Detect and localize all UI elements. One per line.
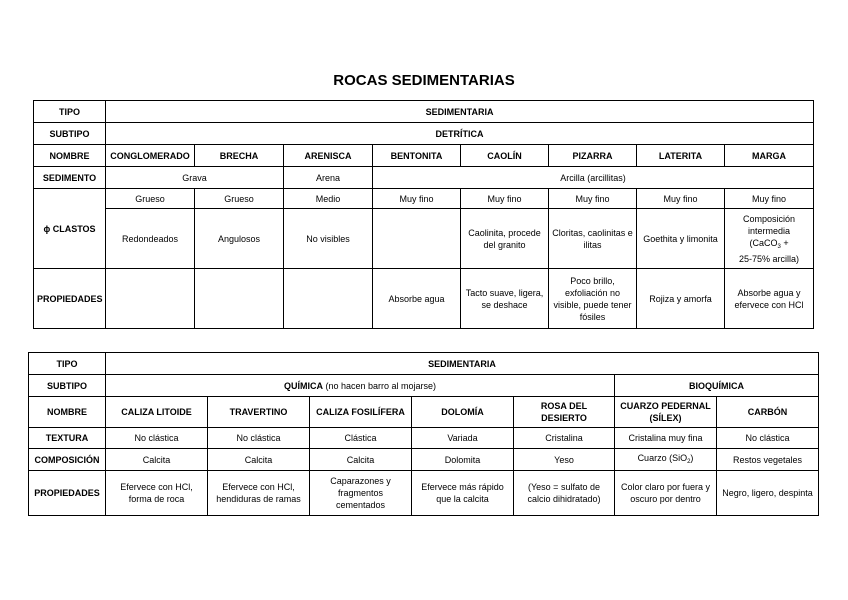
table-cell: Tacto suave, ligera, se deshace [461, 269, 549, 329]
table-row [34, 101, 814, 123]
table-cell [195, 269, 284, 329]
cell-text: 25-75% arcilla) [739, 253, 800, 264]
table-cell: Grueso [106, 189, 195, 209]
cuarzo-composicion-cell [615, 449, 717, 471]
table-cell: CALIZA FOSILÍFERA [310, 397, 412, 428]
table-cell: Absorbe agua [373, 269, 461, 329]
table-cell: (Yeso = sulfato de calcio dihidratado) [514, 471, 615, 516]
row-header: TEXTURA [29, 428, 106, 449]
cell-text: QUÍMICA [283, 380, 323, 391]
table-cell: Goethita y limonita [637, 209, 725, 269]
row-header: SUBTIPO [29, 375, 106, 397]
table-row [34, 123, 814, 145]
table-cell: No clástica [106, 428, 208, 449]
table-cell [373, 209, 461, 269]
table-cell: Cloritas, caolinitas e ilitas [549, 209, 637, 269]
cell-text: (no hacen barro al mojarse) [322, 380, 437, 391]
table-cell: Restos vegetales [717, 449, 819, 471]
cell-text: (CaCO [749, 237, 778, 248]
marga-clastos-cell [725, 209, 814, 269]
table-cell: BRECHA [195, 145, 284, 167]
table-cell: Caparazones y fragmentos cementados [310, 471, 412, 516]
table-cell: Calcita [106, 449, 208, 471]
row-header: COMPOSICIÓN [29, 449, 106, 471]
table-row [34, 167, 814, 189]
table-row [29, 375, 819, 397]
row-header: TIPO [34, 101, 106, 123]
row-header: NOMBRE [29, 397, 106, 428]
subscript: 3 [777, 243, 781, 250]
table-cell: CARBÓN [717, 397, 819, 428]
row-header: TIPO [29, 353, 106, 375]
table-cell: Arcilla (arcillitas) [373, 167, 814, 189]
table-cell: Caolinita, procede del granito [461, 209, 549, 269]
page-title: ROCAS SEDIMENTARIAS [333, 72, 515, 89]
cell-text: ) [690, 452, 694, 463]
table-cell: Muy fino [637, 189, 725, 209]
table-cell: Grava [106, 167, 284, 189]
row-header: PROPIEDADES [34, 269, 106, 329]
table-cell: SEDIMENTARIA [106, 353, 819, 375]
table-cell: Angulosos [195, 209, 284, 269]
table-cell: Grueso [195, 189, 284, 209]
row-header: PROPIEDADES [29, 471, 106, 516]
table-cell: Muy fino [549, 189, 637, 209]
quimica-table [28, 352, 819, 516]
detritica-table [33, 100, 814, 329]
table-cell: LATERITA [637, 145, 725, 167]
subscript: 2 [687, 458, 691, 465]
row-header: ϕ CLASTOS [34, 189, 106, 269]
table-row [29, 449, 819, 471]
table-row [34, 209, 814, 269]
table-cell: MARGA [725, 145, 814, 167]
table-cell: Efervece más rápido que la calcita [412, 471, 514, 516]
table-row [29, 428, 819, 449]
table-cell: Yeso [514, 449, 615, 471]
table-row [29, 471, 819, 516]
table-cell [106, 269, 195, 329]
table-cell: CUARZO PEDERNAL (SÍLEX) [615, 397, 717, 428]
table-row [34, 269, 814, 329]
table-cell: Arena [284, 167, 373, 189]
table-cell: Absorbe agua y efervece con HCl [725, 269, 814, 329]
row-header: SEDIMENTO [34, 167, 106, 189]
table-cell: CONGLOMERADO [106, 145, 195, 167]
table-row [34, 145, 814, 167]
cell-text: Composición intermedia [743, 213, 796, 236]
table-cell: Muy fino [461, 189, 549, 209]
table-cell: Dolomita [412, 449, 514, 471]
table-cell: Muy fino [725, 189, 814, 209]
quimica-cell [106, 375, 615, 397]
table-row [34, 189, 814, 209]
cell-text: + [780, 237, 789, 248]
table-cell: DETRÍTICA [106, 123, 814, 145]
table-cell: Clástica [310, 428, 412, 449]
table-cell: Negro, ligero, despinta [717, 471, 819, 516]
table-cell: PIZARRA [549, 145, 637, 167]
table-cell: Medio [284, 189, 373, 209]
table-cell: BIOQUÍMICA [615, 375, 819, 397]
table-cell: Efervece con HCl, hendiduras de ramas [208, 471, 310, 516]
cell-text: Cuarzo (SiO [637, 452, 688, 463]
table-row [29, 353, 819, 375]
table-cell: Cristalina muy fina [615, 428, 717, 449]
table-cell: Variada [412, 428, 514, 449]
table-cell: CAOLÍN [461, 145, 549, 167]
table-cell: Calcita [208, 449, 310, 471]
table-cell: No clástica [717, 428, 819, 449]
row-header: NOMBRE [34, 145, 106, 167]
row-header: SUBTIPO [34, 123, 106, 145]
table-cell: ARENISCA [284, 145, 373, 167]
table-cell: CALIZA LITOIDE [106, 397, 208, 428]
table-cell: BENTONITA [373, 145, 461, 167]
table-cell: Efervece con HCl, forma de roca [106, 471, 208, 516]
table-row [29, 397, 819, 428]
table-cell: Rojiza y amorfa [637, 269, 725, 329]
table-cell: Muy fino [373, 189, 461, 209]
table-cell: Calcita [310, 449, 412, 471]
table-cell: No clástica [208, 428, 310, 449]
table-cell: DOLOMÍA [412, 397, 514, 428]
table-cell: Redondeados [106, 209, 195, 269]
table-cell: Poco brillo, exfoliación no visible, puede tener fósiles [549, 269, 637, 329]
table-cell: No visibles [284, 209, 373, 269]
table-cell: Color claro por fuera y oscuro por dentro [615, 471, 717, 516]
table-cell: Cristalina [514, 428, 615, 449]
table-cell: TRAVERTINO [208, 397, 310, 428]
table-cell: ROSA DEL DESIERTO [514, 397, 615, 428]
table-cell: SEDIMENTARIA [106, 101, 814, 123]
table-cell [284, 269, 373, 329]
